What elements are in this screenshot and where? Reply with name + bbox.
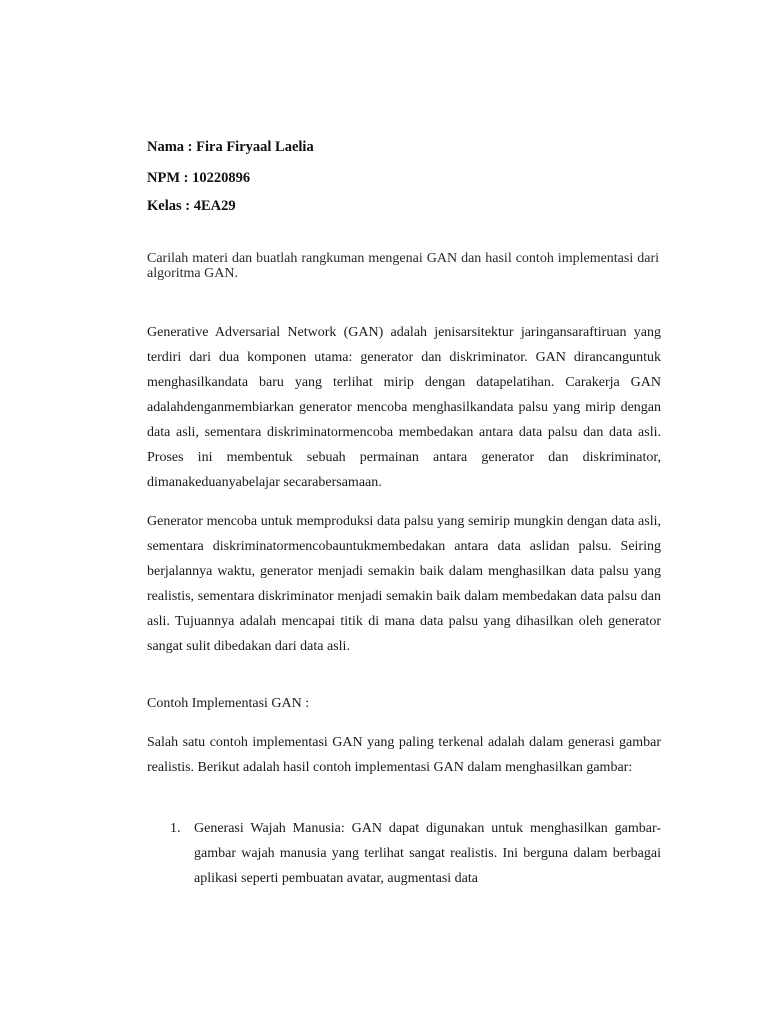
paragraph-gan-definition: Generative Adversarial Network (GAN) adalah jenisarsitektur jaringansaraftiruan yang terdiri dari dua komponen utama: generator dan diskriminator. GAN dirancanguntuk menghasilkandata baru yang terlihat mirip dengan datapelatihan. Carakerja GAN adalahdenganmembiarkan generator mencoba menghasilkandata palsu yang mirip dengan data asli, sementara diskriminatormencoba membedakan antara data palsu dan data asli. Proses ini membentuk sebuah permainan antara generator dan diskriminator, dimanakeduanyabelajar secarabersamaan.	[147, 325, 661, 490]
list-item-text: Generasi Wajah Manusia: GAN dapat digunakan untuk menghasilkan gambar-gambar wajah manusia yang terlihat sangat realistis. Ini berguna dalam berbagai aplikasi seperti pembuatan avatar, augmentasi data	[194, 821, 661, 886]
assignment-instruction: Carilah materi dan buatlah rangkuman mengenai GAN dan hasil contoh implementasi dari algoritma GAN.	[147, 251, 659, 281]
student-npm-line: NPM : 10220896	[147, 170, 251, 186]
student-name-line: Nama : Fira Firyaal Laelia	[147, 139, 314, 155]
paragraph-example-intro: Salah satu contoh implementasi GAN yang paling terkenal adalah dalam generasi gambar realistis. Berikut adalah hasil contoh implementasi GAN dalam menghasilkan gambar:	[147, 735, 661, 775]
paragraph-gan-training: Generator mencoba untuk memproduksi data palsu yang semirip mungkin dengan data asli, sementara diskriminatormencobauntukmembedakan antara data aslidan palsu. Seiring berjalannya waktu, generator menjadi semakin baik dalam menghasilkan data palsu yang realistis, sementara diskriminator menjadi semakin baik dalam membedakan data palsu dan asli. Tujuannya adalah mencapai titik di mana data palsu yang dihasilkan oleh generator sangat sulit dibedakan dari data asli.	[147, 514, 661, 654]
list-item-number: 1.	[170, 821, 181, 836]
section-heading-example: Contoh Implementasi GAN :	[147, 696, 310, 711]
student-class-line: Kelas : 4EA29	[147, 198, 236, 214]
